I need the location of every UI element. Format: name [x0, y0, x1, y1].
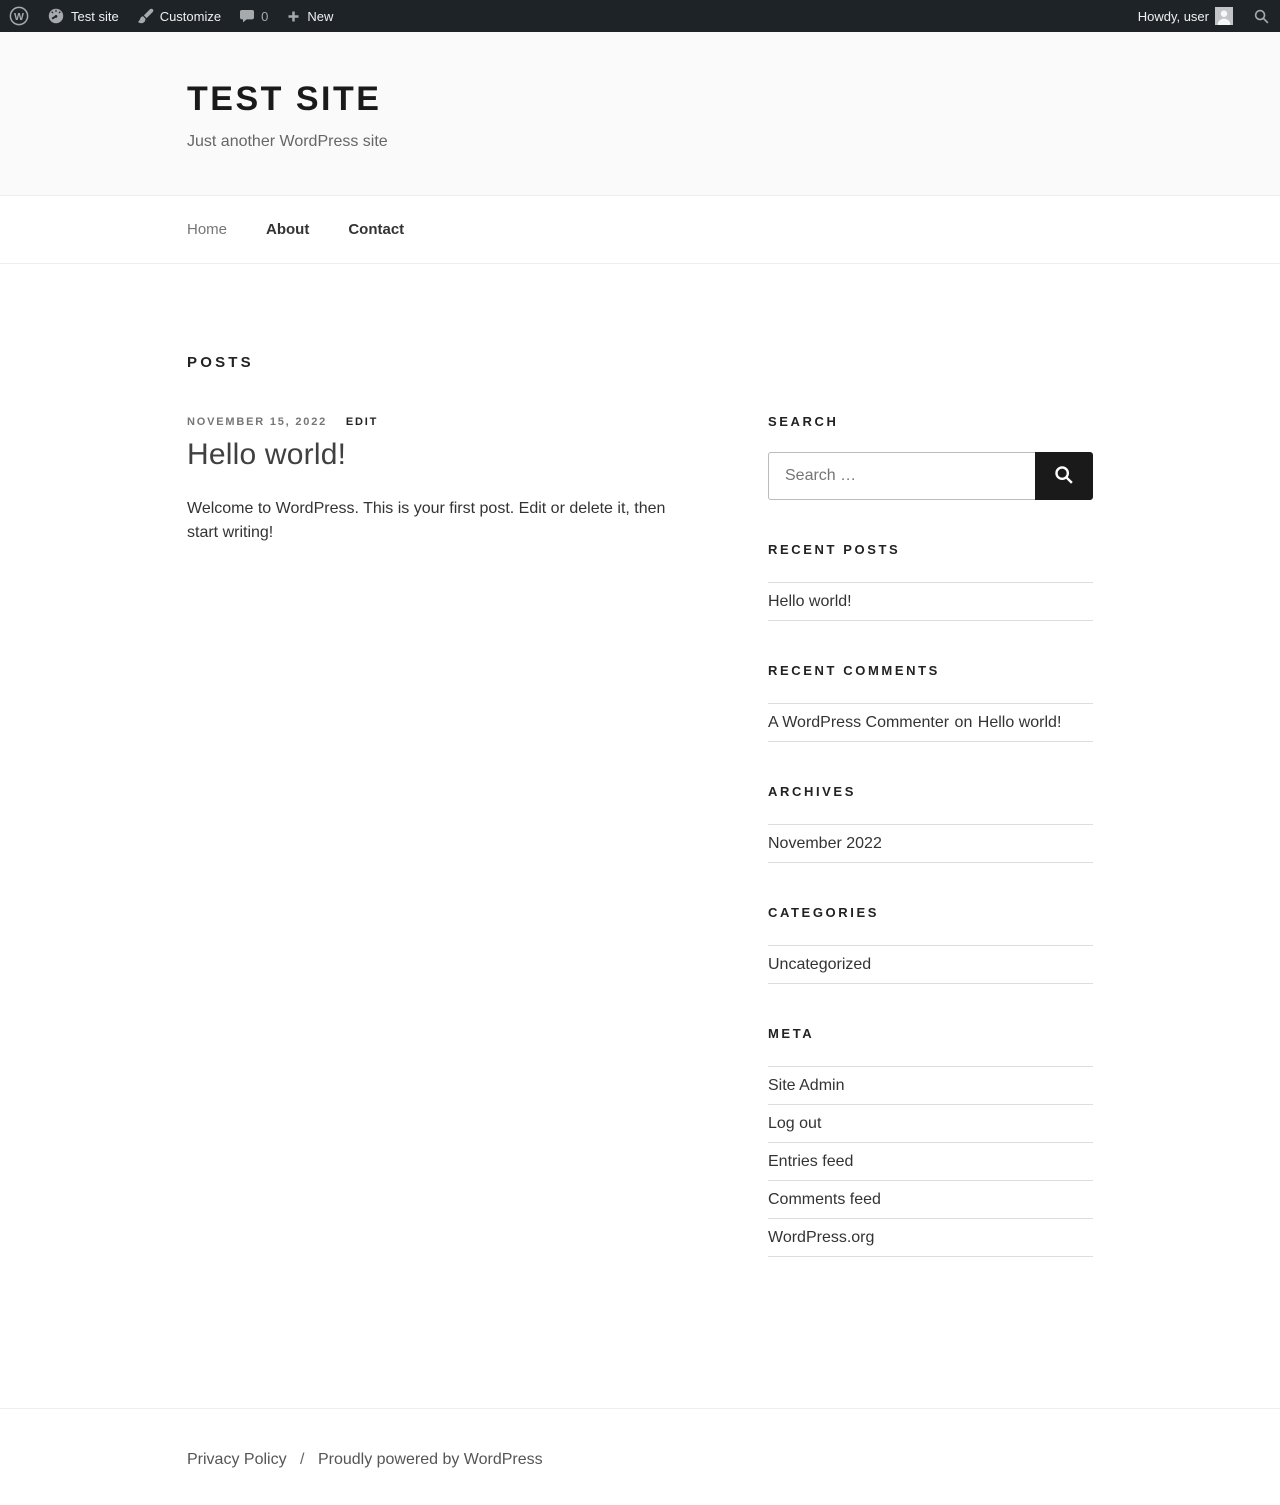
log-out-link[interactable]: Log out: [768, 1115, 822, 1132]
list-item: [768, 946, 1093, 984]
archives-title: ARCHIVES: [768, 784, 856, 799]
svg-text:W: W: [14, 10, 24, 23]
nav-item-about[interactable]: About: [266, 221, 310, 238]
categories-title: CATEGORIES: [768, 905, 879, 920]
recent-posts-widget: [768, 542, 1093, 621]
meta-title: META: [768, 1026, 815, 1041]
admin-bar-search[interactable]: [1243, 0, 1280, 32]
page-title: POSTS: [187, 354, 254, 371]
dashboard-gauge-icon: [47, 7, 65, 25]
wordpress-logo-menu[interactable]: [0, 0, 38, 32]
wordpress-logo-icon: [9, 6, 29, 26]
comment-bubble-icon: [239, 8, 255, 24]
admin-bar-right: [1128, 0, 1280, 32]
site-header: [0, 32, 1280, 195]
nav-item-home[interactable]: Home: [187, 221, 228, 238]
comment-author-link[interactable]: A WordPress Commenter: [768, 714, 950, 731]
site-footer: [0, 1408, 1280, 1505]
howdy-label: Howdy, user: [1137, 8, 1209, 24]
avatar: [1215, 7, 1233, 25]
admin-bar-new-label: New: [307, 8, 334, 24]
comment-connector: on: [954, 714, 973, 731]
categories-widget: [768, 905, 1093, 984]
search-widget-title: SEARCH: [768, 414, 839, 429]
admin-bar-new[interactable]: [277, 0, 342, 32]
search-button-icon: [1053, 464, 1075, 489]
entries-feed-link[interactable]: Entries feed: [768, 1153, 854, 1170]
wordpress-org-link[interactable]: WordPress.org: [768, 1229, 875, 1246]
archives-widget: [768, 784, 1093, 863]
list-item: [768, 825, 1093, 863]
meta-widget: [768, 1026, 1093, 1257]
admin-bar-customize[interactable]: [128, 0, 230, 32]
nav-item-contact[interactable]: Contact: [348, 221, 405, 238]
edit-link[interactable]: EDIT: [345, 416, 379, 428]
recent-post-link[interactable]: Hello world!: [768, 593, 852, 610]
post-article: [187, 416, 712, 545]
footer-separator: /: [300, 1451, 305, 1468]
list-item: [768, 1105, 1093, 1143]
admin-bar-comments-count: 0: [261, 8, 269, 24]
entry-title: [187, 437, 712, 473]
list-item: [768, 1181, 1093, 1219]
privacy-policy-link[interactable]: Privacy Policy: [187, 1451, 287, 1468]
list-item: [768, 1219, 1093, 1257]
archive-link[interactable]: November 2022: [768, 835, 882, 852]
admin-bar-comments[interactable]: [230, 0, 277, 32]
search-widget: [768, 414, 1093, 500]
entry-title-link[interactable]: Hello world!: [187, 438, 347, 471]
search-submit-button[interactable]: [1035, 452, 1093, 500]
admin-bar-customize-label: Customize: [159, 8, 222, 24]
site-title[interactable]: TEST SITE: [187, 80, 382, 118]
category-link[interactable]: Uncategorized: [768, 956, 872, 973]
admin-bar-my-account[interactable]: [1128, 0, 1243, 32]
search-icon: [1253, 8, 1270, 25]
posts-column: [187, 354, 712, 1299]
admin-bar-left: [0, 0, 342, 32]
search-input[interactable]: [768, 452, 1035, 500]
plus-icon: [286, 9, 301, 24]
entry-meta: [187, 416, 712, 429]
main-navigation: [0, 195, 1280, 264]
site-content: [187, 264, 1093, 1299]
list-item: [768, 1067, 1093, 1105]
powered-by-link[interactable]: Proudly powered by WordPress: [317, 1451, 543, 1468]
list-item: [768, 1143, 1093, 1181]
site-admin-link[interactable]: Site Admin: [768, 1077, 845, 1094]
entry-date[interactable]: NOVEMBER 15, 2022: [187, 416, 328, 428]
list-item: [768, 583, 1093, 621]
comments-feed-link[interactable]: Comments feed: [768, 1191, 881, 1208]
admin-bar: [0, 0, 1280, 32]
entry-body: Welcome to WordPress. This is your first post. Edit or delete it, then start writing!: [187, 500, 666, 541]
sidebar: [768, 354, 1093, 1299]
list-item: [768, 704, 1093, 742]
recent-comments-title: RECENT COMMENTS: [768, 663, 940, 678]
commented-post-link[interactable]: Hello world!: [977, 714, 1062, 731]
admin-bar-site-name-label: Test site: [71, 8, 119, 24]
customize-brush-icon: [137, 8, 154, 25]
recent-posts-title: RECENT POSTS: [768, 542, 901, 557]
site-tagline: Just another WordPress site: [187, 133, 388, 150]
recent-comments-widget: [768, 663, 1093, 742]
search-form: [768, 452, 1093, 500]
admin-bar-site-name[interactable]: [38, 0, 128, 32]
